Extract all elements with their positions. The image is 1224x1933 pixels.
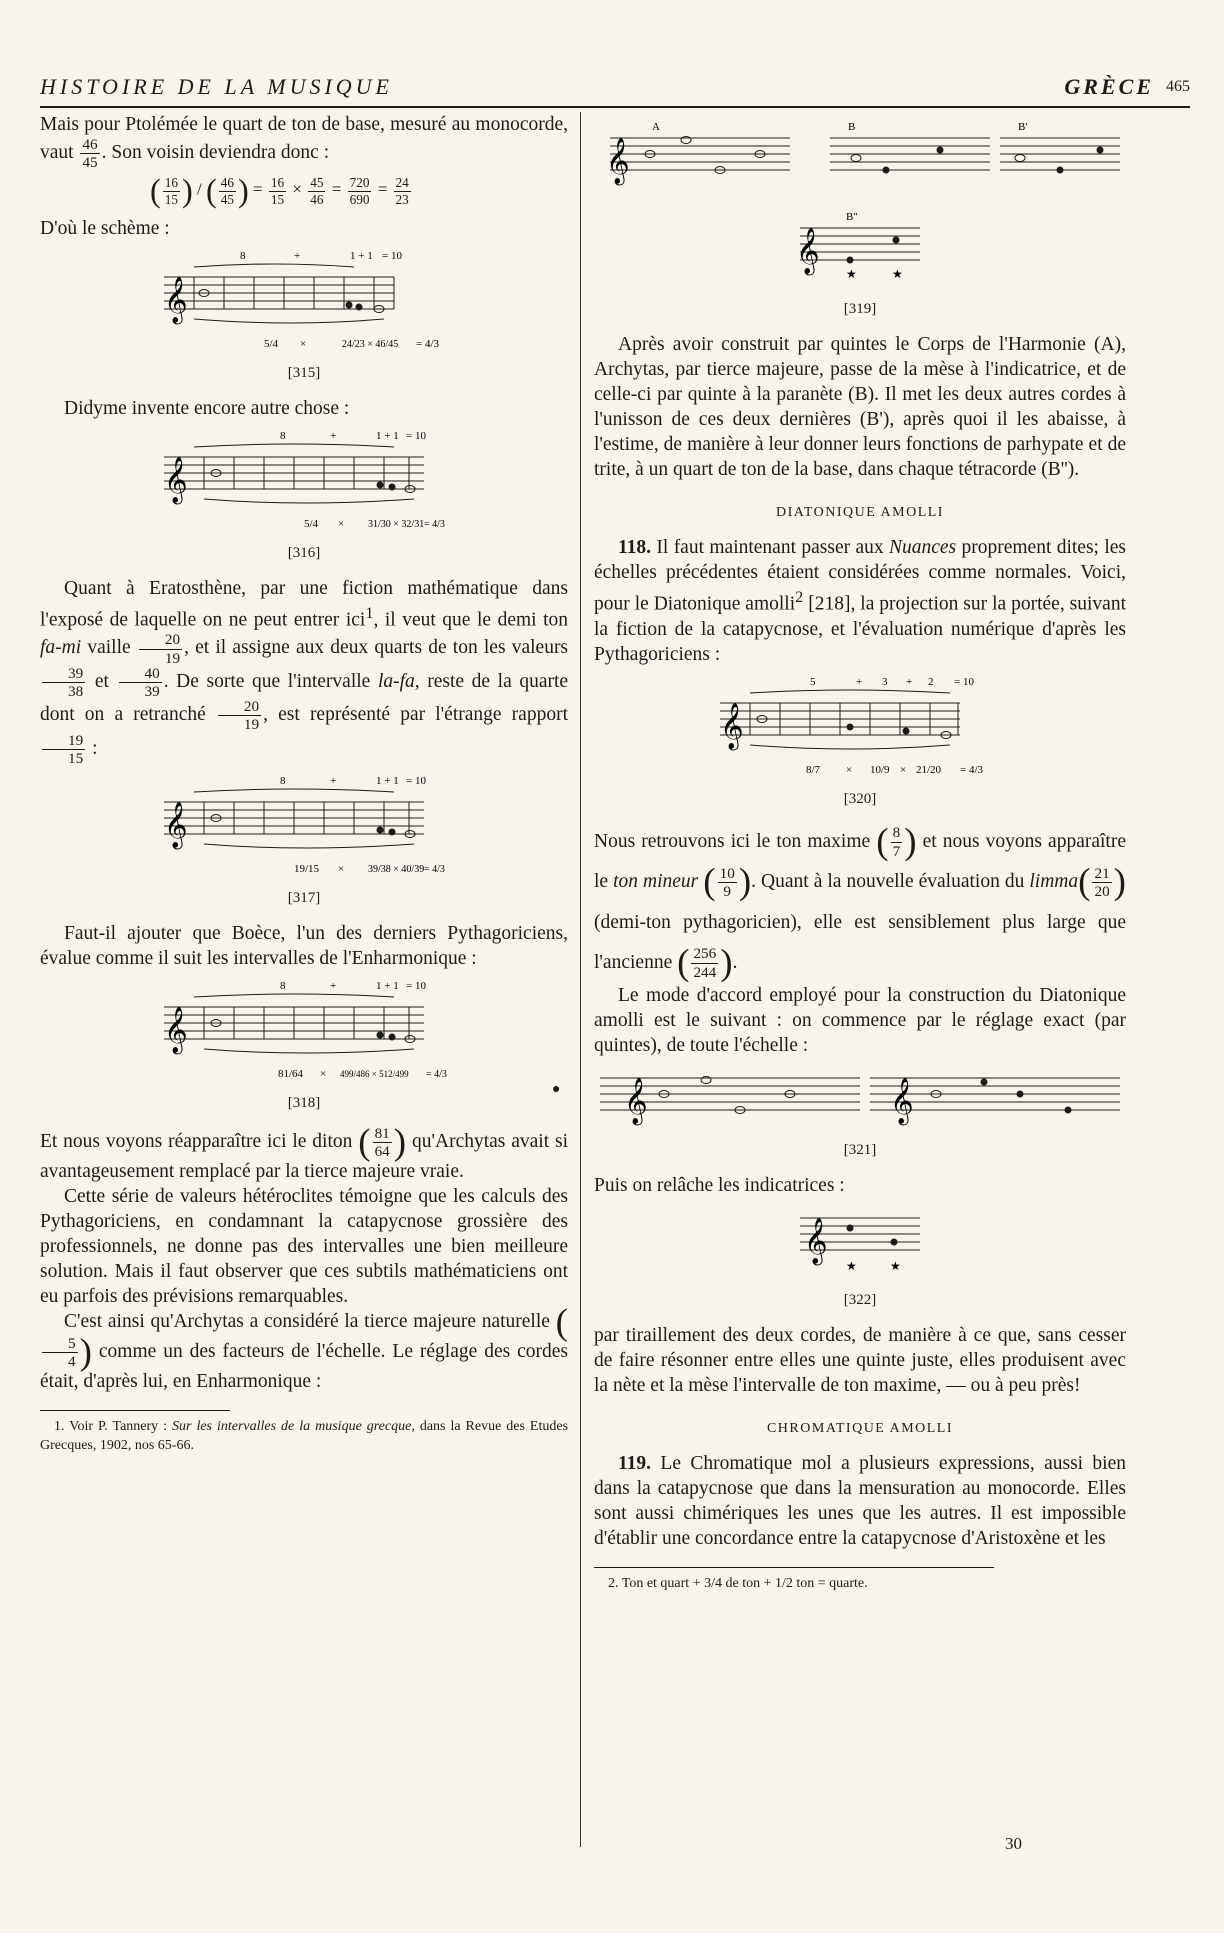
svg-text:+: + (330, 980, 337, 993)
footnote-rule (40, 1410, 230, 1411)
svg-text:★: ★ (892, 267, 903, 281)
svg-text:1 + 1: 1 + 1 (350, 249, 373, 262)
svg-text:499/486 × 512/499: 499/486 × 512/499 (340, 1069, 409, 1080)
paragraph-ptolemee: Mais pour Ptolémée le quart de ton de base, mesuré au monocorde, vaut $\frac{46}{45}$ . Son voisin deviendra donc : (40, 114, 568, 172)
svg-text:8: 8 (280, 775, 286, 788)
svg-text:×: × (320, 1068, 327, 1081)
footnote-1: 1. Voir P. Tannery : Sur les intervalles de la musique grecque, dans la Revue des Etudes Grecques, 1902, nos 65-66. (40, 1418, 569, 1453)
svg-text:8: 8 (280, 429, 286, 442)
svg-text:81/64: 81/64 (278, 1068, 304, 1081)
paragraph-diton: Et nous voyons réapparaître ici le diton ( $\frac{81}{64}$ ) qu'Archytas avait si avantageusement remplacé par la tierce majeure vraie. (40, 1122, 569, 1183)
svg-text:★: ★ (846, 1259, 857, 1274)
svg-text:★: ★ (846, 267, 857, 281)
margin-dot: ● (552, 1082, 561, 1097)
section-heading-diatonique: DIATONIQUE AMOLLI (776, 505, 944, 520)
svg-text:+: + (330, 429, 337, 442)
figure-321 (594, 1064, 1126, 1134)
svg-text:×: × (338, 863, 345, 876)
equation: ( $\frac{16}{15}$ ) / ( $\frac{46}{45}$ ) = $\frac{16}{15}$ × $\frac{45}{46}$ = $\frac{720}{690}$ = $\frac{24}{23}$ (150, 172, 409, 209)
paragraph-archytas: C'est ainsi qu'Archytas a considéré la tierce majeure naturelle ( $\frac{5}{4}$ ) comme un des facteurs de l'échelle. Le réglage des cordes était, d'après lui, en Enharmonique : (40, 1302, 569, 1392)
svg-text:39/38 × 40/39: 39/38 × 40/39 (368, 864, 425, 876)
svg-text:𝄞: 𝄞 (164, 276, 188, 322)
paragraph-relache: Puis on relâche les indicatrices : (594, 1175, 845, 1197)
svg-text:8: 8 (240, 249, 246, 262)
svg-text:+: + (294, 249, 301, 262)
svg-text:1 + 1: 1 + 1 (376, 775, 399, 788)
figure-322 (594, 1204, 1126, 1284)
svg-text:B'': B'' (846, 211, 858, 223)
svg-text:3: 3 (882, 675, 888, 688)
paragraph-corps-harmonie: Après avoir construit par quintes le Corps de l'Harmonie (A), Archytas, par tierce majeure, passe de la mèse à l'indicatrice, et de celle-ci par quinte à la paranète (B). Il met les deux autres cordes à l'unisson de ces deux dernières (B'), après quoi il les abaisse, à l'estime, de manière à leur donner leurs fonctions de parhypate et de trite, à un quart de ton de la base, dans chaque tétracorde (B''). (594, 334, 1126, 480)
svg-text:= 4/3: = 4/3 (416, 337, 440, 350)
svg-text:8: 8 (280, 980, 286, 993)
svg-text:5/4: 5/4 (304, 517, 319, 530)
svg-text:𝄞: 𝄞 (624, 1078, 648, 1124)
right-column (594, 112, 1126, 1593)
left-column (40, 112, 568, 1455)
svg-text:31/30 × 32/31: 31/30 × 32/31 (368, 518, 425, 530)
section-heading-chromatique: CHROMATIQUE AMOLLI (766, 1421, 954, 1437)
svg-text:×: × (300, 337, 307, 350)
figure-317 (40, 772, 568, 882)
svg-text:= 10: = 10 (406, 429, 426, 442)
svg-text:= 10: = 10 (406, 775, 426, 788)
svg-text:+: + (906, 675, 913, 688)
svg-text:= 4/3: = 4/3 (960, 763, 984, 776)
paragraph-119: 119. Le Chromatique mol a plusieurs expressions, aussi bien dans la catapycnose que dans la mensuration au monocorde. Elles sont aussi chimériques les unes que les autres. Il est impossible d'établir une concordance entre la catapycnose d'Aristoxène et les (594, 1453, 1127, 1550)
column-divider (580, 112, 581, 1847)
svg-text:★: ★ (890, 1259, 901, 1274)
svg-text:B': B' (1018, 121, 1028, 133)
svg-text:𝄞: 𝄞 (164, 1007, 188, 1053)
svg-text:= 10: = 10 (382, 249, 402, 262)
svg-text:𝄞: 𝄞 (606, 138, 630, 183)
figure-label: [320] (843, 790, 877, 807)
figure-label: [321] (843, 1142, 877, 1159)
figure-315 (40, 247, 568, 357)
signature-number: 30 (1005, 1834, 1022, 1853)
figure-label: [319] (843, 301, 877, 317)
paragraph-mode-accord: Le mode d'accord employé pour la construction du Diatonique amolli est le suivant : on commence par le réglage exact (par quintes), de toute l'échelle : (594, 985, 1126, 1057)
figure-label: [315] (287, 364, 321, 381)
paragraph-118: 118. Il faut maintenant passer aux Nuances proprement dites; les échelles précédentes étaient considérées comme normales. Voici, pour le Diatonique amolli$^2$ [218], la projection sur la portée, suivant la fiction de la catapycnose, et l'évaluation numérique d'après les Pythagoriciens : (594, 537, 1126, 665)
svg-text:+: + (330, 775, 337, 788)
paragraph-serie: Cette série de valeurs hétéroclites témoigne que les calculs des Pythagoriciens, en condamnant la catapycnose grossière des professionnels, ne donne pas des intervalles une bien meilleure solution. Mais il faut observer que ces subtils mathématiciens ont eu parfois des prévisions remarquables. (40, 1186, 568, 1308)
figure-319 (594, 118, 1126, 293)
svg-text:×: × (900, 763, 907, 776)
footnote-rule (594, 1567, 994, 1568)
svg-text:= 10: = 10 (406, 980, 426, 993)
figure-label: [316] (287, 544, 321, 561)
paragraph-schema: D'où le schème : (40, 217, 170, 239)
svg-text:1 + 1: 1 + 1 (376, 980, 399, 993)
svg-text:19/15: 19/15 (294, 863, 320, 876)
svg-text:𝄞: 𝄞 (890, 1078, 914, 1124)
svg-text:×: × (338, 517, 345, 530)
svg-text:21/20: 21/20 (916, 763, 942, 776)
svg-text:+: + (856, 675, 863, 688)
footnote-2: 2. Ton et quart + 3/4 de ton + 1/2 ton = quarte. (608, 1576, 868, 1592)
page-number: 465 (1166, 78, 1190, 95)
figure-316 (40, 427, 568, 537)
paragraph-boece: Faut-il ajouter que Boèce, l'un des derniers Pythagoriciens, évalue comme il suit les intervalles de l'Enharmonique : (40, 923, 568, 970)
figure-label: [322] (843, 1292, 877, 1309)
svg-text:1 + 1: 1 + 1 (376, 429, 399, 442)
paragraph-eratosthene: Quant à Eratosthène, par une fiction mathématique dans l'exposé de laquelle on ne peut entrer ici$^1$, il veut que le demi ton fa-mi vaille $\frac{20}{19}$ , et il assigne aux deux quarts de ton les valeurs $\frac{39}{38}$ et $\frac{40}{39}$ . De sorte que l'intervalle la-fa, reste de la quarte dont on a retranché $\frac{20}{19}$ , est représenté par l'étrange rapport $\frac{19}{15}$ : (40, 577, 569, 767)
fraction: $\frac{46}{45}$ (82, 136, 98, 172)
svg-text:𝄞: 𝄞 (796, 228, 820, 273)
svg-text:𝄞: 𝄞 (804, 1218, 828, 1264)
svg-text:= 4/3: = 4/3 (424, 864, 445, 876)
svg-text:B: B (848, 121, 856, 133)
svg-text:×: × (846, 763, 853, 776)
svg-text:5: 5 (810, 675, 816, 688)
running-title-right: GRÈCE (1064, 74, 1154, 99)
svg-text:A: A (652, 121, 660, 133)
svg-text:10/9: 10/9 (870, 763, 890, 776)
running-title-left: HISTOIRE DE LA MUSIQUE (40, 74, 393, 99)
figure-label: [317] (287, 890, 321, 907)
svg-text:= 4/3: = 4/3 (424, 518, 445, 530)
svg-text:24/23 × 46/45: 24/23 × 46/45 (342, 338, 399, 350)
figure-label: [318] (287, 1095, 321, 1112)
svg-text:𝄞: 𝄞 (720, 702, 744, 748)
paragraph-tiraillement: par tiraillement des deux cordes, de manière à ce que, sans cesser de faire résonner entre elles une quinte juste, elles produisent avec la nète et la mèse l'intervalle de ton maxime, — ou à peu près! (594, 1325, 1126, 1397)
svg-text:= 10: = 10 (954, 675, 974, 688)
svg-text:𝄞: 𝄞 (164, 802, 188, 848)
svg-text:5/4: 5/4 (264, 337, 279, 350)
svg-text:𝄞: 𝄞 (164, 456, 188, 502)
svg-text:2: 2 (928, 675, 934, 688)
figure-318 (40, 977, 568, 1087)
svg-text:8/7: 8/7 (806, 763, 821, 776)
running-header (40, 74, 1190, 104)
header-rule (40, 106, 1190, 108)
paragraph-didyme: Didyme invente encore autre chose : (64, 397, 350, 419)
svg-text:= 4/3: = 4/3 (426, 1069, 447, 1081)
paragraph-ton-maxime: Nous retrouvons ici le ton maxime ( $\frac{8}{7}$ ) et nous voyons apparaître le ton mineur ( $\frac{10}{9}$ ). Quant à la nouvelle évaluation du limma( $\frac{21}{20}$ )(demi-ton pythagoricien), elle est sensiblement plus large que l'ancienne ( $\frac{256}{244}$ ). (594, 821, 1127, 984)
figure-320 (594, 673, 1126, 783)
